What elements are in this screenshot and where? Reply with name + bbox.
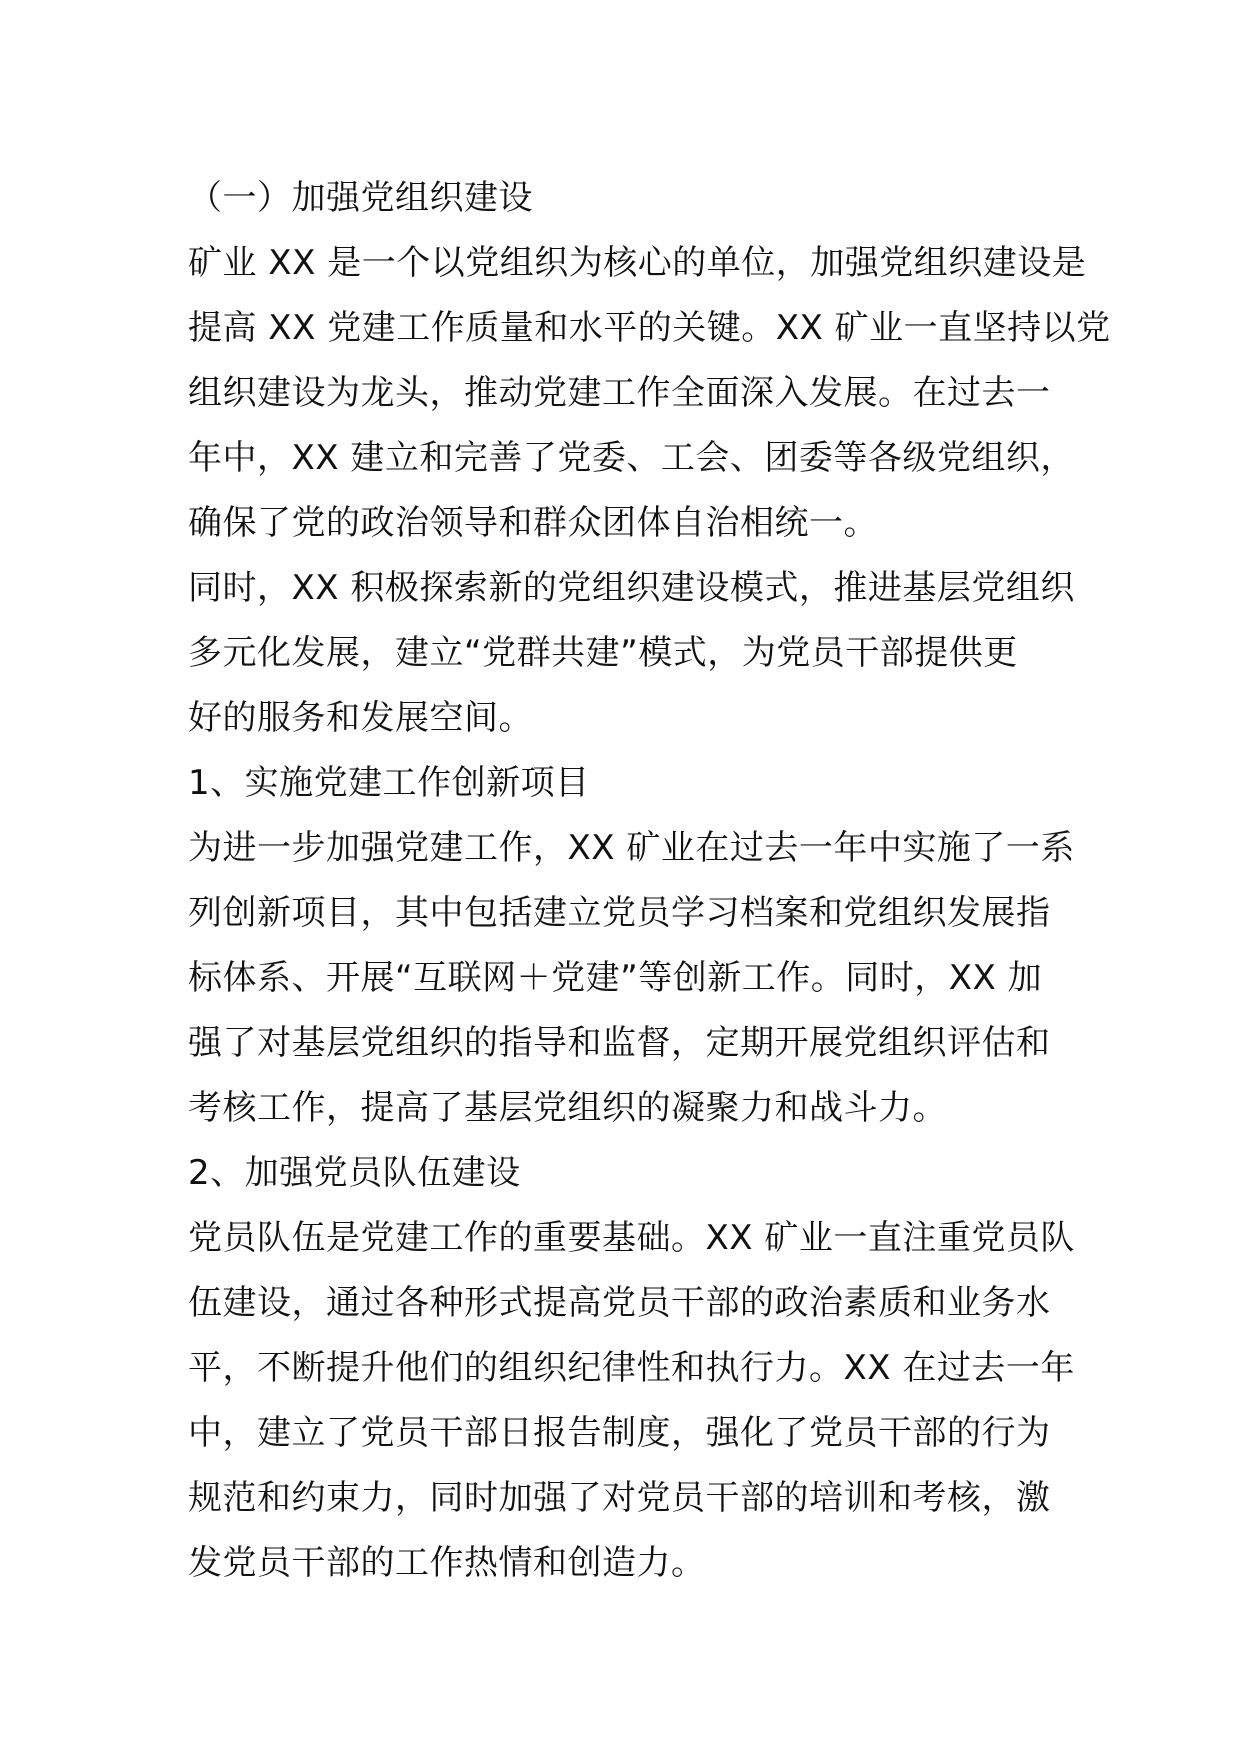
- paragraph-line: 多元化发展，建立“党群共建”模式，为党员干部提供更: [188, 633, 1018, 673]
- paragraph-line: 矿业 XX 是一个以党组织为核心的单位，加强党组织建设是: [188, 243, 1087, 283]
- document-body: [188, 166, 1111, 1596]
- paragraph-line: 考核工作，提高了基层党组织的凝聚力和战斗力。: [188, 1088, 947, 1128]
- subheading-member-team: 2、加强党员队伍建设: [188, 1153, 521, 1193]
- paragraph-line: 为进一步加强党建工作，XX 矿业在过去一年中实施了一系: [188, 828, 1075, 868]
- paragraph-line: 党员队伍是党建工作的重要基础。XX 矿业一直注重党员队: [188, 1218, 1075, 1258]
- paragraph-line: 年中，XX 建立和完善了党委、工会、团委等各级党组织，: [188, 438, 1075, 478]
- paragraph-line: 同时，XX 积极探索新的党组织建设模式，推进基层党组织: [188, 568, 1075, 608]
- paragraph-party-organization: [188, 231, 1111, 556]
- paragraph-line: 规范和约束力，同时加强了对党员干部的培训和考核，激: [188, 1478, 1051, 1518]
- paragraph-new-model: [188, 556, 1075, 751]
- paragraph-line: 列创新项目，其中包括建立党员学习档案和党组织发展指: [188, 893, 1051, 933]
- paragraph-line: 提高 XX 党建工作质量和水平的关键。XX 矿业一直坚持以党: [188, 308, 1111, 348]
- paragraph-member-team: [188, 1206, 1075, 1596]
- section-heading: （一）加强党组织建设: [188, 178, 533, 218]
- paragraph-line: 确保了党的政治领导和群众团体自治相统一。: [188, 503, 878, 543]
- paragraph-innovation: [188, 816, 1075, 1141]
- paragraph-line: 伍建设，通过各种形式提高党员干部的政治素质和业务水: [188, 1283, 1051, 1323]
- subheading-innovation-projects: 1、实施党建工作创新项目: [188, 763, 590, 803]
- paragraph-line: 发党员干部的工作热情和创造力。: [188, 1543, 706, 1583]
- paragraph-line: 好的服务和发展空间。: [188, 698, 533, 738]
- paragraph-line: 平，不断提升他们的组织纪律性和执行力。XX 在过去一年: [188, 1348, 1075, 1388]
- paragraph-line: 中，建立了党员干部日报告制度，强化了党员干部的行为: [188, 1413, 1051, 1453]
- paragraph-line: 强了对基层党组织的指导和监督，定期开展党组织评估和: [188, 1023, 1051, 1063]
- paragraph-line: 标体系、开展“互联网＋党建”等创新工作。同时，XX 加: [188, 958, 1043, 998]
- paragraph-line: 组织建设为龙头，推动党建工作全面深入发展。在过去一: [188, 373, 1051, 413]
